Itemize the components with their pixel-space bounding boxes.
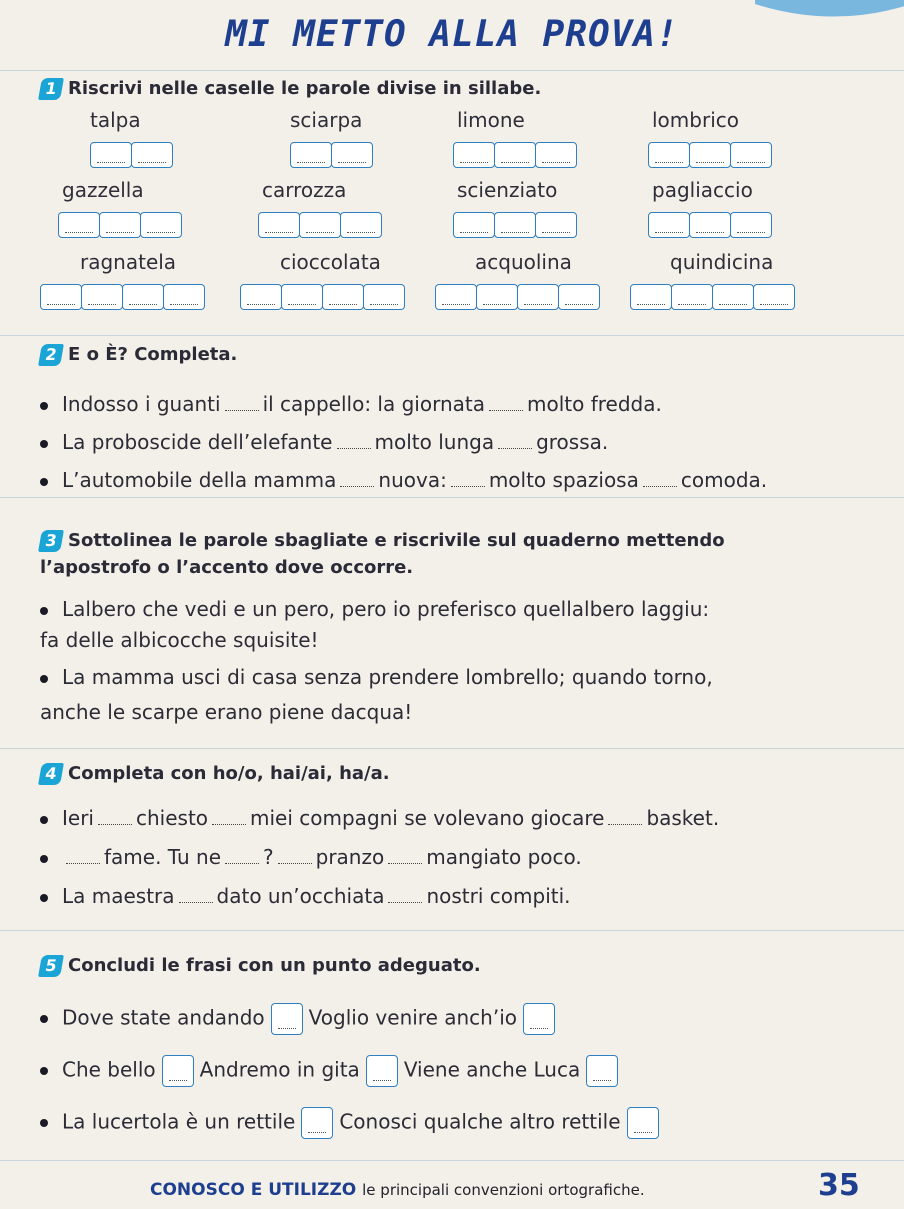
syllable-box[interactable] xyxy=(535,142,577,168)
syllable-box[interactable] xyxy=(163,284,205,310)
syllable-boxes xyxy=(648,142,771,168)
syllable-box[interactable] xyxy=(122,284,164,310)
syllable-box[interactable] xyxy=(730,212,772,238)
syllable-boxes xyxy=(258,212,381,238)
exercise-2-heading: 2 E o È? Completa. xyxy=(40,344,237,366)
answer-blank[interactable] xyxy=(388,849,422,864)
punctuation-box[interactable] xyxy=(366,1055,398,1087)
syllable-box[interactable] xyxy=(363,284,405,310)
footer-caption: CONOSCO E UTILIZZO le principali convenzioni ortografiche. xyxy=(150,1180,645,1200)
punctuation-box[interactable] xyxy=(523,1003,555,1035)
syllable-word: ragnatela xyxy=(80,250,177,274)
syllable-box[interactable] xyxy=(558,284,600,310)
ex5-line-1: Dove state andando Voglio venire anch’io xyxy=(40,1003,561,1035)
punctuation-box[interactable] xyxy=(627,1107,659,1139)
syllable-word: talpa xyxy=(90,108,141,132)
exercise-number: 1 xyxy=(38,78,64,100)
syllable-box[interactable] xyxy=(258,212,300,238)
syllable-boxes xyxy=(58,212,181,238)
syllable-box[interactable] xyxy=(90,142,132,168)
ex2-line-3: L’automobile della mamma nuova: molto spaziosa comoda. xyxy=(40,468,767,492)
syllable-word: lombrico xyxy=(652,108,739,132)
syllable-box[interactable] xyxy=(322,284,364,310)
syllable-word: limone xyxy=(457,108,525,132)
syllable-box[interactable] xyxy=(140,212,182,238)
punctuation-box[interactable] xyxy=(271,1003,303,1035)
syllable-box[interactable] xyxy=(281,284,323,310)
punctuation-box[interactable] xyxy=(586,1055,618,1087)
syllable-box[interactable] xyxy=(240,284,282,310)
syllable-word: carrozza xyxy=(262,178,347,202)
syllable-box[interactable] xyxy=(648,212,690,238)
syllable-boxes xyxy=(453,212,576,238)
syllable-boxes xyxy=(453,142,576,168)
syllable-box[interactable] xyxy=(290,142,332,168)
exercise-number: 3 xyxy=(38,530,64,552)
ex3-paragraph-1-line-2: fa delle albicocche squisite! xyxy=(40,628,319,652)
syllable-box[interactable] xyxy=(753,284,795,310)
syllable-box[interactable] xyxy=(453,212,495,238)
punctuation-box[interactable] xyxy=(162,1055,194,1087)
syllable-box[interactable] xyxy=(535,212,577,238)
answer-blank[interactable] xyxy=(225,396,259,411)
answer-blank[interactable] xyxy=(212,810,246,825)
exercise-number: 2 xyxy=(38,344,64,366)
syllable-box[interactable] xyxy=(494,212,536,238)
ex4-line-1: Ieri chiesto miei compagni se volevano giocare basket. xyxy=(40,806,719,830)
syllable-boxes xyxy=(435,284,599,310)
syllable-box[interactable] xyxy=(517,284,559,310)
answer-blank[interactable] xyxy=(179,888,213,903)
syllable-box[interactable] xyxy=(689,212,731,238)
ex2-line-2: La proboscide dell’elefante molto lunga grossa. xyxy=(40,430,608,454)
ex5-line-3: La lucertola è un rettile Conosci qualche altro rettile xyxy=(40,1107,665,1139)
syllable-box[interactable] xyxy=(630,284,672,310)
syllable-box[interactable] xyxy=(99,212,141,238)
answer-blank[interactable] xyxy=(225,849,259,864)
ex3-paragraph-2-line-1: La mamma usci di casa senza prendere lombrello; quando torno, xyxy=(40,665,713,689)
exercise-number: 4 xyxy=(38,763,64,785)
exercise-3-heading: 3 Sottolinea le parole sbagliate e riscrivile sul quaderno mettendo l’apostrofo o l’accento dove occorre. xyxy=(40,530,725,578)
page-title: MI METTO ALLA PROVA! xyxy=(225,14,679,55)
ex3-paragraph-1-line-1: Lalbero che vedi e un pero, pero io preferisco quellalbero laggiu: xyxy=(40,597,709,621)
ex3-paragraph-2-line-2: anche le scarpe erano piene dacqua! xyxy=(40,700,413,724)
syllable-box[interactable] xyxy=(131,142,173,168)
ex4-line-3: La maestra dato un’occhiata nostri compiti. xyxy=(40,884,571,908)
syllable-word: gazzella xyxy=(62,178,144,202)
syllable-boxes xyxy=(90,142,172,168)
exercise-1-heading: 1 Riscrivi nelle caselle le parole divise in sillabe. xyxy=(40,78,541,100)
ex2-line-1: Indosso i guanti il cappello: la giornata molto fredda. xyxy=(40,392,662,416)
exercise-5-heading: 5 Concludi le frasi con un punto adeguato. xyxy=(40,955,481,977)
answer-blank[interactable] xyxy=(498,434,532,449)
ex4-line-2: fame. Tu ne ? pranzo mangiato poco. xyxy=(40,845,582,869)
page-number: 35 xyxy=(818,1168,860,1203)
syllable-box[interactable] xyxy=(494,142,536,168)
answer-blank[interactable] xyxy=(340,472,374,487)
syllable-boxes xyxy=(648,212,771,238)
syllable-boxes xyxy=(40,284,204,310)
syllable-box[interactable] xyxy=(712,284,754,310)
syllable-word: pagliaccio xyxy=(652,178,753,202)
syllable-box[interactable] xyxy=(58,212,100,238)
syllable-box[interactable] xyxy=(648,142,690,168)
syllable-box[interactable] xyxy=(435,284,477,310)
answer-blank[interactable] xyxy=(337,434,371,449)
ex5-line-2: Che bello Andremo in gita Viene anche Luca xyxy=(40,1055,624,1087)
syllable-box[interactable] xyxy=(453,142,495,168)
syllable-word: sciarpa xyxy=(290,108,363,132)
syllable-box[interactable] xyxy=(671,284,713,310)
answer-blank[interactable] xyxy=(98,810,132,825)
syllable-box[interactable] xyxy=(340,212,382,238)
exercise-number: 5 xyxy=(38,955,64,977)
syllable-boxes xyxy=(630,284,794,310)
syllable-word: cioccolata xyxy=(280,250,381,274)
syllable-box[interactable] xyxy=(40,284,82,310)
syllable-box[interactable] xyxy=(730,142,772,168)
syllable-box[interactable] xyxy=(331,142,373,168)
answer-blank[interactable] xyxy=(66,849,100,864)
syllable-word: scienziato xyxy=(457,178,558,202)
answer-blank[interactable] xyxy=(278,849,312,864)
answer-blank[interactable] xyxy=(608,810,642,825)
answer-blank[interactable] xyxy=(388,888,422,903)
syllable-box[interactable] xyxy=(476,284,518,310)
answer-blank[interactable] xyxy=(643,472,677,487)
syllable-word: quindicina xyxy=(670,250,774,274)
syllable-box[interactable] xyxy=(689,142,731,168)
syllable-boxes xyxy=(290,142,372,168)
answer-blank[interactable] xyxy=(451,472,485,487)
answer-blank[interactable] xyxy=(489,396,523,411)
syllable-word: acquolina xyxy=(475,250,572,274)
syllable-boxes xyxy=(240,284,404,310)
exercise-4-heading: 4 Completa con ho/o, hai/ai, ha/a. xyxy=(40,763,390,785)
syllable-box[interactable] xyxy=(299,212,341,238)
syllable-box[interactable] xyxy=(81,284,123,310)
punctuation-box[interactable] xyxy=(301,1107,333,1139)
